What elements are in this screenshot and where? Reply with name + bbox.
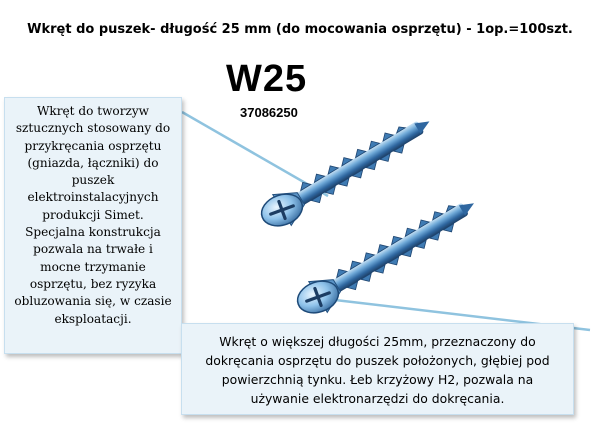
screw-upper-image bbox=[257, 106, 439, 231]
product-code: 37086250 bbox=[240, 105, 298, 120]
model-name: W25 bbox=[226, 58, 308, 100]
screw-lower-image bbox=[293, 188, 483, 318]
product-title: Wkręt do puszek- długość 25 mm (do mocowania osprzętu) - 1op.=100szt. bbox=[27, 22, 573, 37]
description-callout-left: Wkręt do tworzyw sztucznych stosowany do przykręcania osprzętu (gniazda, łączniki) do puszek elektroinstalacyjnych produkcji Simet. Specjalna konstrukcja pozwala na trwałe i mocne trzymanie osprzętu, bez ryzyka obluzowania się, w czasie eksploatacji. bbox=[4, 97, 182, 354]
description-callout-bottom: Wkręt o większej długości 25mm, przeznaczony do dokręcania osprzętu do puszek położonych, głębiej pod powierzchnią tynku. Łeb krzyżowy H2, pozwala na używanie elektronarzędzi do dokręcania. bbox=[181, 323, 574, 415]
